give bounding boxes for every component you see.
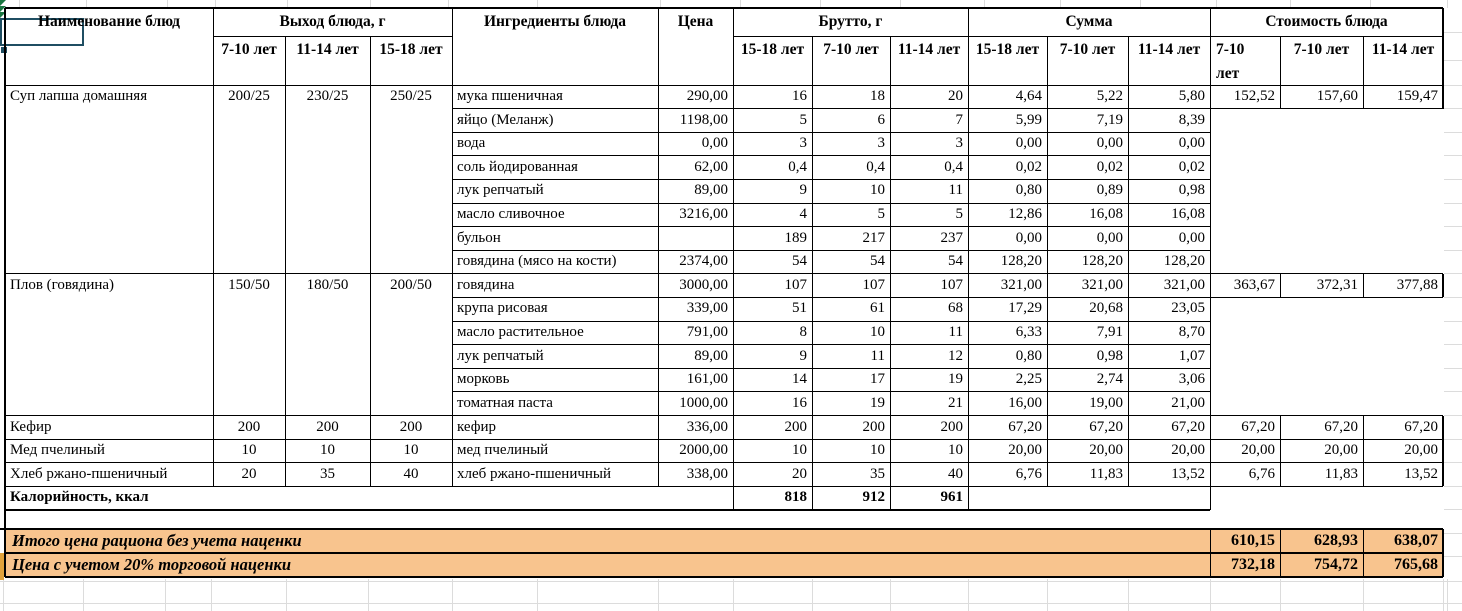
cell-sum[interactable]: 16,08 bbox=[1171, 206, 1205, 223]
cell-cost[interactable]: 67,20 bbox=[1324, 418, 1358, 435]
cell-gross[interactable]: 61 bbox=[870, 300, 885, 317]
cell-sum[interactable]: 0,00 bbox=[1015, 229, 1042, 246]
sheet-gridline bbox=[1444, 368, 1462, 369]
cell-cost[interactable]: 377,88 bbox=[1396, 276, 1438, 293]
sheet-gridline bbox=[1444, 439, 1462, 440]
header-age-group[interactable]: 7-10 лет bbox=[1059, 41, 1116, 58]
cell-ingredient-name[interactable]: говядина (мясо на кости) bbox=[457, 253, 617, 270]
sheet-gridline bbox=[733, 579, 734, 611]
sheet-gridline bbox=[1363, 579, 1364, 611]
header-output-column[interactable]: Выход блюда, г bbox=[279, 13, 386, 30]
cell-price[interactable]: 791,00 bbox=[686, 324, 728, 341]
cell-sum[interactable]: 1,07 bbox=[1178, 347, 1205, 364]
cell-sum[interactable]: 0,98 bbox=[1096, 347, 1123, 364]
header-age-group[interactable]: 7-10 лет bbox=[823, 41, 879, 58]
cell-sum[interactable]: 128,20 bbox=[1163, 253, 1205, 270]
cell-sum[interactable]: 0,02 bbox=[1015, 158, 1042, 175]
cell-sum[interactable]: 321,00 bbox=[1163, 276, 1205, 293]
cell-sum[interactable]: 16,08 bbox=[1089, 206, 1123, 223]
cell-gross[interactable]: 107 bbox=[940, 276, 963, 293]
cell-gross[interactable]: 10 bbox=[870, 324, 885, 341]
cell-gross[interactable]: 189 bbox=[784, 229, 807, 246]
cell-gross[interactable]: 19 bbox=[948, 371, 963, 388]
cell-sum[interactable]: 128,20 bbox=[1000, 253, 1042, 270]
cell-output[interactable]: 10 bbox=[320, 442, 335, 459]
total-value[interactable]: 732,18 bbox=[1231, 556, 1275, 573]
cell-output[interactable]: 200 bbox=[316, 418, 339, 435]
cell-output[interactable]: 180/50 bbox=[306, 276, 349, 293]
cell-ingredient-name[interactable]: лук репчатый bbox=[457, 182, 544, 199]
cell-cost[interactable]: 20,00 bbox=[1324, 442, 1358, 459]
cell-output[interactable]: 200/25 bbox=[228, 88, 270, 104]
cell-gross[interactable]: 35 bbox=[870, 465, 885, 482]
cell-gross[interactable]: 10 bbox=[792, 442, 807, 459]
cell-price[interactable]: 0,00 bbox=[701, 135, 728, 152]
cell-price[interactable]: 336,00 bbox=[686, 418, 728, 435]
cell-sum[interactable]: 0,02 bbox=[1096, 158, 1123, 175]
cell-calories-value[interactable]: 818 bbox=[784, 489, 807, 506]
cell-gross[interactable]: 54 bbox=[792, 253, 807, 270]
header-price-column[interactable]: Цена bbox=[677, 13, 714, 30]
cell-sum[interactable]: 16,00 bbox=[1008, 394, 1042, 411]
cell-sum[interactable]: 0,00 bbox=[1096, 229, 1123, 246]
sheet-gridline bbox=[1280, 579, 1281, 611]
header-age-group[interactable]: 15-18 лет bbox=[975, 41, 1040, 58]
cell-sum[interactable]: 5,99 bbox=[1015, 111, 1042, 128]
cell-sum[interactable]: 21,00 bbox=[1171, 394, 1205, 411]
sheet-gridline bbox=[452, 579, 453, 611]
total-value[interactable]: 610,15 bbox=[1231, 532, 1275, 549]
cell-sum[interactable]: 4,64 bbox=[1015, 88, 1042, 104]
sheet-gridline bbox=[165, 579, 166, 611]
cell-gross[interactable]: 20 bbox=[792, 465, 807, 482]
cell-cost[interactable]: 67,20 bbox=[1404, 418, 1438, 435]
cell-gross[interactable]: 217 bbox=[862, 229, 885, 246]
header-age-group[interactable]: 11-14 лет bbox=[296, 41, 359, 58]
cell-sum[interactable]: 5,22 bbox=[1096, 88, 1123, 104]
cell-output[interactable]: 40 bbox=[403, 465, 419, 482]
cell-cost[interactable]: 20,00 bbox=[1241, 442, 1275, 459]
cell-output[interactable]: 10 bbox=[241, 442, 257, 459]
cell-sum[interactable]: 20,00 bbox=[1171, 442, 1205, 459]
cell-sum[interactable]: 11,83 bbox=[1089, 465, 1123, 482]
cell-gross[interactable]: 3 bbox=[955, 135, 963, 152]
cell-ingredient-name[interactable]: яйцо (Меланж) bbox=[457, 111, 554, 128]
cell-gross[interactable]: 40 bbox=[948, 465, 963, 482]
sheet-gridline bbox=[1444, 321, 1462, 322]
cell-ingredient-name[interactable]: хлеб ржано-пшеничный bbox=[457, 465, 612, 482]
sheet-gridline bbox=[1443, 579, 1444, 611]
cell-gross[interactable]: 14 bbox=[792, 371, 807, 388]
cell-gross[interactable]: 51 bbox=[792, 300, 807, 317]
cell-calories-label[interactable]: Калорийность, ккал bbox=[10, 489, 149, 506]
cell-gross[interactable]: 20 bbox=[948, 88, 963, 104]
cell-sum[interactable]: 12,86 bbox=[1008, 206, 1042, 223]
cell-sum[interactable]: 67,20 bbox=[1089, 418, 1123, 435]
sheet-gridline bbox=[1128, 579, 1129, 611]
cell-output[interactable]: 200 bbox=[237, 418, 261, 435]
cell-gross[interactable]: 16 bbox=[792, 394, 807, 411]
sheet-gridline bbox=[1444, 203, 1462, 204]
cell-gross[interactable]: 5 bbox=[799, 111, 807, 128]
sheet-gridline bbox=[286, 579, 287, 611]
cell-price[interactable]: 62,00 bbox=[694, 158, 728, 175]
cell-gross[interactable]: 8 bbox=[799, 324, 807, 341]
cell-price[interactable]: 339,00 bbox=[686, 300, 728, 317]
cell-gross[interactable]: 18 bbox=[870, 88, 885, 104]
cell-calories-value[interactable]: 912 bbox=[862, 489, 885, 506]
cell-output[interactable]: 200/50 bbox=[390, 276, 432, 293]
cell-cost[interactable]: 6,76 bbox=[1248, 465, 1275, 482]
cell-ingredient-name[interactable]: масло сливочное bbox=[457, 206, 565, 223]
sheet-gridline bbox=[1447, 579, 1448, 611]
cell-price[interactable]: 89,00 bbox=[694, 347, 728, 364]
cell-sum[interactable]: 0,89 bbox=[1096, 182, 1123, 199]
sheet-gridline bbox=[1444, 132, 1462, 133]
cell-gross[interactable]: 12 bbox=[948, 347, 963, 364]
total-label[interactable]: Итого цена рациона без учета наценки bbox=[12, 531, 302, 550]
cell-sum[interactable]: 7,91 bbox=[1096, 324, 1123, 341]
cell-price[interactable]: 2000,00 bbox=[679, 442, 728, 459]
sheet-gridline bbox=[1444, 509, 1462, 510]
sheet-gridline bbox=[537, 579, 538, 611]
cell-gross[interactable]: 200 bbox=[862, 418, 885, 435]
cell-gross[interactable]: 10 bbox=[870, 442, 885, 459]
cell-cost[interactable]: 20,00 bbox=[1404, 442, 1438, 459]
cell-gross[interactable]: 3 bbox=[877, 135, 885, 152]
header-age-group[interactable]: 7-10 лет bbox=[221, 41, 277, 58]
cell-ingredient-name[interactable]: крупа рисовая bbox=[457, 300, 548, 317]
sheet-gridline bbox=[1444, 250, 1462, 251]
cell-gross[interactable]: 5 bbox=[877, 206, 885, 223]
sheet-gridline bbox=[1444, 108, 1462, 109]
header-dish-column[interactable]: Наименование блюд bbox=[37, 13, 181, 30]
sheet-gridline bbox=[812, 579, 813, 611]
cell-sum[interactable]: 67,20 bbox=[1171, 418, 1205, 435]
header-age-group[interactable]: 11-14 лет bbox=[1371, 41, 1435, 58]
cell-gross[interactable]: 107 bbox=[784, 276, 807, 293]
cell-output[interactable]: 200 bbox=[399, 418, 423, 435]
cell-cost[interactable]: 67,20 bbox=[1241, 418, 1275, 435]
cell-gross[interactable]: 200 bbox=[784, 418, 807, 435]
cell-gross[interactable]: 68 bbox=[948, 300, 963, 317]
cell-ingredient-name[interactable]: бульон bbox=[457, 229, 501, 246]
cell-ingredient-name[interactable]: морковь bbox=[457, 371, 510, 388]
sheet-gridline bbox=[658, 579, 659, 611]
cell-gross[interactable]: 11 bbox=[948, 182, 963, 199]
cell-sum[interactable]: 0,00 bbox=[1015, 135, 1042, 152]
sheet-gridline bbox=[1444, 556, 1462, 557]
header-gross-column[interactable]: Брутто, г bbox=[818, 13, 883, 30]
cell-dish-name[interactable]: Кефир bbox=[10, 418, 52, 435]
cell-dish-name[interactable]: Мед пчелиный bbox=[10, 442, 105, 459]
sheet-gridline bbox=[1444, 32, 1462, 33]
cell-gross[interactable]: 11 bbox=[948, 324, 963, 341]
sheet-gridline bbox=[3, 579, 4, 611]
header-cost-column[interactable]: Стоимость блюда bbox=[1265, 13, 1388, 30]
cell-sum[interactable]: 13,52 bbox=[1171, 465, 1205, 482]
cell-cost[interactable]: 11,83 bbox=[1324, 465, 1358, 482]
cell-sum[interactable]: 8,39 bbox=[1178, 111, 1205, 128]
cell-ingredient-name[interactable]: вода bbox=[457, 135, 486, 152]
header-age-group[interactable]: 7-10 лет bbox=[1216, 41, 1245, 82]
cell-cost[interactable]: 363,67 bbox=[1233, 276, 1275, 293]
cell-price[interactable]: 1198,00 bbox=[679, 111, 728, 128]
cell-sum[interactable]: 23,05 bbox=[1171, 300, 1205, 317]
cell-output[interactable]: 10 bbox=[403, 442, 419, 459]
total-value[interactable]: 754,72 bbox=[1314, 556, 1358, 573]
sheet-gridline bbox=[1444, 462, 1462, 463]
sheet-gridline bbox=[83, 579, 84, 611]
cell-price[interactable]: 2374,00 bbox=[679, 253, 728, 270]
sheet-gridline bbox=[0, 603, 1462, 604]
cell-sum[interactable]: 128,20 bbox=[1081, 253, 1123, 270]
cell-gross[interactable]: 200 bbox=[940, 418, 963, 435]
sheet-gridline bbox=[1444, 273, 1462, 274]
cell-ingredient-name[interactable]: лук репчатый bbox=[457, 347, 544, 364]
cell-ingredient-name[interactable]: томатная паста bbox=[457, 394, 553, 411]
cell-calories-value[interactable]: 961 bbox=[940, 489, 963, 506]
cell-sum[interactable]: 19,00 bbox=[1089, 394, 1123, 411]
cell-sum[interactable]: 0,02 bbox=[1178, 158, 1205, 175]
cell-output[interactable]: 150/50 bbox=[228, 276, 270, 293]
cell-sum[interactable]: 67,20 bbox=[1008, 418, 1042, 435]
sheet-gridline bbox=[1444, 155, 1462, 156]
cell-gross[interactable]: 54 bbox=[870, 253, 885, 270]
cell-sum[interactable]: 0,98 bbox=[1178, 182, 1205, 199]
cell-gross[interactable]: 10 bbox=[948, 442, 963, 459]
cell-gross[interactable]: 5 bbox=[955, 206, 963, 223]
cell-sum[interactable]: 0,80 bbox=[1015, 182, 1042, 199]
cell-sum[interactable]: 2,25 bbox=[1015, 371, 1042, 388]
cell-sum[interactable]: 5,80 bbox=[1178, 88, 1205, 104]
cell-gross[interactable]: 3 bbox=[799, 135, 807, 152]
header-age-group[interactable]: 15-18 лет bbox=[740, 41, 805, 58]
cell-price[interactable]: 3000,00 bbox=[679, 276, 728, 293]
cell-dish-name[interactable]: Хлеб ржано-пшеничный bbox=[10, 465, 168, 482]
cell-gross[interactable]: 0,4 bbox=[866, 158, 885, 175]
sheet-gridline bbox=[968, 579, 969, 611]
cell-cost[interactable]: 372,31 bbox=[1316, 276, 1358, 293]
cell-sum[interactable]: 0,80 bbox=[1015, 347, 1042, 364]
cell-ingredient-name[interactable]: масло растительное bbox=[457, 324, 584, 341]
cell-gross[interactable]: 9 bbox=[799, 347, 807, 364]
cell-sum[interactable]: 20,68 bbox=[1089, 300, 1123, 317]
sheet-gridline bbox=[1444, 344, 1462, 345]
cell-dish-name[interactable]: Суп лапша домашняя bbox=[10, 88, 148, 104]
cell-price[interactable] bbox=[658, 227, 733, 251]
cell-gross[interactable]: 9 bbox=[799, 182, 807, 199]
total-value[interactable]: 628,93 bbox=[1314, 532, 1358, 549]
cell-ingredient-name[interactable]: соль йодированная bbox=[457, 158, 578, 175]
sheet-gridline bbox=[1444, 179, 1462, 180]
cell-sum[interactable]: 0,00 bbox=[1178, 229, 1205, 246]
sheet-gridline bbox=[368, 579, 369, 611]
header-age-group[interactable]: 15-18 лет bbox=[379, 41, 443, 58]
cell-cost[interactable]: 157,60 bbox=[1316, 88, 1358, 104]
cell-gross[interactable]: 54 bbox=[948, 253, 963, 270]
cell-sum[interactable]: 6,33 bbox=[1015, 324, 1042, 341]
sheet-gridline bbox=[1444, 391, 1462, 392]
cell-sum[interactable]: 321,00 bbox=[1081, 276, 1123, 293]
cell-gross[interactable]: 7 bbox=[955, 111, 963, 128]
header-ingredients-column[interactable]: Ингредиенты блюда bbox=[483, 13, 627, 30]
cell-gross[interactable]: 0,4 bbox=[788, 158, 807, 175]
sheet-gridline bbox=[1444, 297, 1462, 298]
cell-sum[interactable]: 7,19 bbox=[1096, 111, 1123, 128]
cell-gross[interactable]: 4 bbox=[799, 206, 807, 223]
total-value[interactable]: 638,07 bbox=[1394, 532, 1438, 549]
cell-ingredient-name[interactable]: кефир bbox=[457, 418, 497, 435]
cell-gross[interactable]: 21 bbox=[948, 394, 963, 411]
cell-gross[interactable]: 16 bbox=[792, 88, 807, 104]
total-label[interactable]: Цена с учетом 20% торговой наценки bbox=[12, 555, 292, 574]
sheet-gridline bbox=[0, 581, 1462, 582]
cell-gross[interactable]: 19 bbox=[870, 394, 885, 411]
cell-price[interactable]: 3216,00 bbox=[679, 206, 728, 223]
cell-ingredient-name[interactable]: мед пчелиный bbox=[457, 442, 549, 459]
header-age-group[interactable]: 11-14 лет bbox=[1137, 41, 1201, 58]
sheet-gridline bbox=[1444, 486, 1462, 487]
cell-cost[interactable]: 159,47 bbox=[1396, 88, 1438, 104]
cell-sum[interactable]: 0,00 bbox=[1096, 135, 1123, 152]
cell-gross[interactable]: 107 bbox=[862, 276, 885, 293]
cell-dish-name[interactable]: Плов (говядина) bbox=[10, 276, 115, 293]
cell-ingredient-name[interactable]: говядина bbox=[457, 276, 515, 293]
cell-cost[interactable]: 152,52 bbox=[1233, 88, 1275, 104]
cell-sum[interactable]: 3,06 bbox=[1178, 371, 1205, 388]
cell-sum[interactable]: 20,00 bbox=[1089, 442, 1123, 459]
cell-gross[interactable]: 237 bbox=[940, 229, 963, 246]
cell-output[interactable]: 230/25 bbox=[306, 88, 349, 104]
header-age-group[interactable]: 11-14 лет bbox=[897, 41, 961, 58]
sheet-gridline bbox=[1047, 579, 1048, 611]
header-sum-column[interactable]: Сумма bbox=[1065, 13, 1113, 30]
cell-gross[interactable]: 0,4 bbox=[944, 158, 963, 175]
cell-price[interactable]: 338,00 bbox=[686, 465, 728, 482]
sheet-gridline bbox=[1444, 85, 1462, 86]
sheet-gridline bbox=[1444, 60, 1462, 61]
sheet-gridline bbox=[211, 579, 212, 611]
cell-sum[interactable]: 0,00 bbox=[1178, 135, 1205, 152]
cell-price[interactable]: 89,00 bbox=[694, 182, 728, 199]
cell-gross[interactable]: 10 bbox=[870, 182, 885, 199]
cell-sum[interactable]: 8,70 bbox=[1178, 324, 1205, 341]
cell-sum[interactable]: 6,76 bbox=[1015, 465, 1042, 482]
cell-cost[interactable]: 13,52 bbox=[1404, 465, 1438, 482]
sheet-gridline bbox=[1444, 415, 1462, 416]
cell-ingredient-name[interactable]: мука пшеничная bbox=[457, 88, 563, 104]
cell-sum[interactable]: 321,00 bbox=[1000, 276, 1042, 293]
cell-gross[interactable]: 6 bbox=[877, 111, 885, 128]
cell-gross[interactable]: 17 bbox=[870, 371, 885, 388]
cell-price[interactable]: 161,00 bbox=[686, 371, 728, 388]
cell-output[interactable]: 250/25 bbox=[390, 88, 432, 104]
cell-price[interactable]: 1000,00 bbox=[679, 394, 728, 411]
sheet-gridline bbox=[890, 579, 891, 611]
sheet-gridline bbox=[1210, 579, 1211, 611]
cell-sum[interactable]: 2,74 bbox=[1096, 371, 1123, 388]
cell-price[interactable]: 290,00 bbox=[686, 88, 728, 104]
cell-output[interactable]: 35 bbox=[320, 465, 335, 482]
total-value[interactable]: 765,68 bbox=[1394, 556, 1438, 573]
sheet-gridline bbox=[1447, 0, 1448, 8]
sheet-gridline bbox=[1444, 226, 1462, 227]
cell-sum[interactable]: 17,29 bbox=[1008, 300, 1042, 317]
header-age-group[interactable]: 7-10 лет bbox=[1293, 41, 1350, 58]
cell-gross[interactable]: 11 bbox=[870, 347, 885, 364]
sheet-gridline bbox=[1444, 533, 1462, 534]
cell-output[interactable]: 20 bbox=[241, 465, 257, 482]
cell-sum[interactable]: 20,00 bbox=[1008, 442, 1042, 459]
